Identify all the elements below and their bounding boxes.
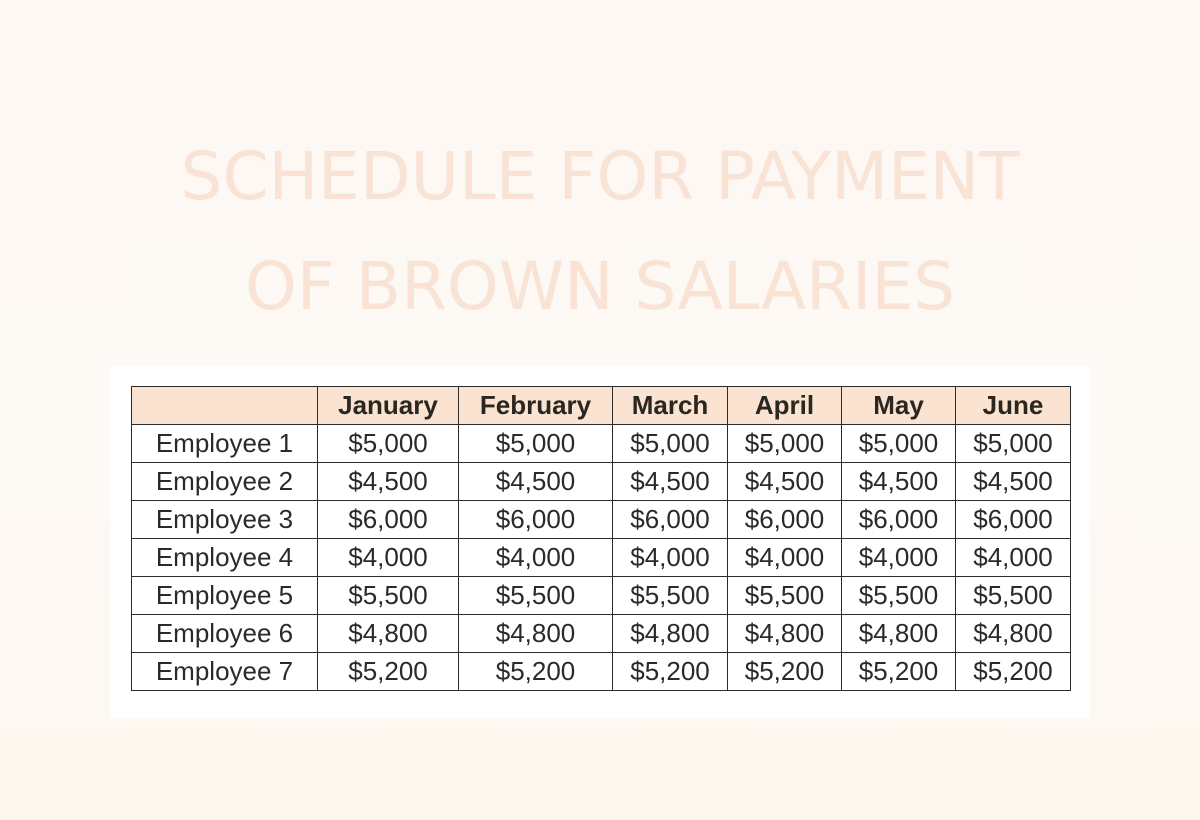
salary-cell: $4,000 [318, 539, 459, 577]
table-row [132, 539, 1071, 577]
salary-table [131, 386, 1071, 691]
employee-name: Employee 3 [132, 501, 318, 539]
salary-cell: $5,500 [318, 577, 459, 615]
salary-cell: $4,000 [459, 539, 613, 577]
salary-cell: $6,000 [842, 501, 956, 539]
salary-cell: $4,000 [842, 539, 956, 577]
employee-name: Employee 7 [132, 653, 318, 691]
salary-cell: $4,000 [613, 539, 728, 577]
salary-cell: $4,500 [728, 463, 842, 501]
title-line-2: OF BROWN SALARIES [244, 248, 956, 325]
salary-cell: $4,800 [842, 615, 956, 653]
title-line-1: SCHEDULE FOR PAYMENT [180, 138, 1020, 215]
employee-name: Employee 4 [132, 539, 318, 577]
header-cell-may: May [842, 387, 956, 425]
salary-cell: $5,500 [728, 577, 842, 615]
salary-cell: $4,800 [956, 615, 1071, 653]
salary-cell: $5,200 [956, 653, 1071, 691]
salary-cell: $4,500 [318, 463, 459, 501]
employee-name: Employee 1 [132, 425, 318, 463]
salary-cell: $4,800 [728, 615, 842, 653]
salary-cell: $5,200 [459, 653, 613, 691]
header-row [132, 387, 1071, 425]
salary-cell: $5,000 [956, 425, 1071, 463]
salary-cell: $4,000 [728, 539, 842, 577]
header-cell-march: March [613, 387, 728, 425]
salary-cell: $5,000 [728, 425, 842, 463]
header-cell-january: January [318, 387, 459, 425]
salary-cell: $5,500 [459, 577, 613, 615]
salary-cell: $6,000 [459, 501, 613, 539]
salary-cell: $5,500 [956, 577, 1071, 615]
salary-cell: $4,800 [459, 615, 613, 653]
employee-name: Employee 5 [132, 577, 318, 615]
table-row [132, 577, 1071, 615]
salary-cell: $5,000 [318, 425, 459, 463]
header-cell-empty [132, 387, 318, 425]
salary-cell: $5,000 [459, 425, 613, 463]
salary-cell: $4,500 [842, 463, 956, 501]
employee-name: Employee 6 [132, 615, 318, 653]
header-cell-february: February [459, 387, 613, 425]
table-row [132, 463, 1071, 501]
salary-cell: $6,000 [613, 501, 728, 539]
header-cell-april: April [728, 387, 842, 425]
employee-name: Employee 2 [132, 463, 318, 501]
page-title [0, 122, 1200, 342]
table-row [132, 653, 1071, 691]
salary-cell: $6,000 [318, 501, 459, 539]
salary-cell: $5,200 [318, 653, 459, 691]
table-row [132, 615, 1071, 653]
salary-cell: $5,200 [613, 653, 728, 691]
salary-cell: $5,500 [842, 577, 956, 615]
salary-cell: $4,500 [459, 463, 613, 501]
salary-cell: $4,800 [613, 615, 728, 653]
table-row [132, 501, 1071, 539]
header-cell-june: June [956, 387, 1071, 425]
salary-cell: $4,500 [956, 463, 1071, 501]
salary-cell: $6,000 [956, 501, 1071, 539]
salary-cell: $6,000 [728, 501, 842, 539]
salary-cell: $4,800 [318, 615, 459, 653]
salary-cell: $4,500 [613, 463, 728, 501]
salary-cell: $5,200 [728, 653, 842, 691]
salary-cell: $5,500 [613, 577, 728, 615]
salary-cell: $5,000 [842, 425, 956, 463]
salary-cell: $5,200 [842, 653, 956, 691]
salary-cell: $5,000 [613, 425, 728, 463]
salary-cell: $4,000 [956, 539, 1071, 577]
table-row [132, 425, 1071, 463]
